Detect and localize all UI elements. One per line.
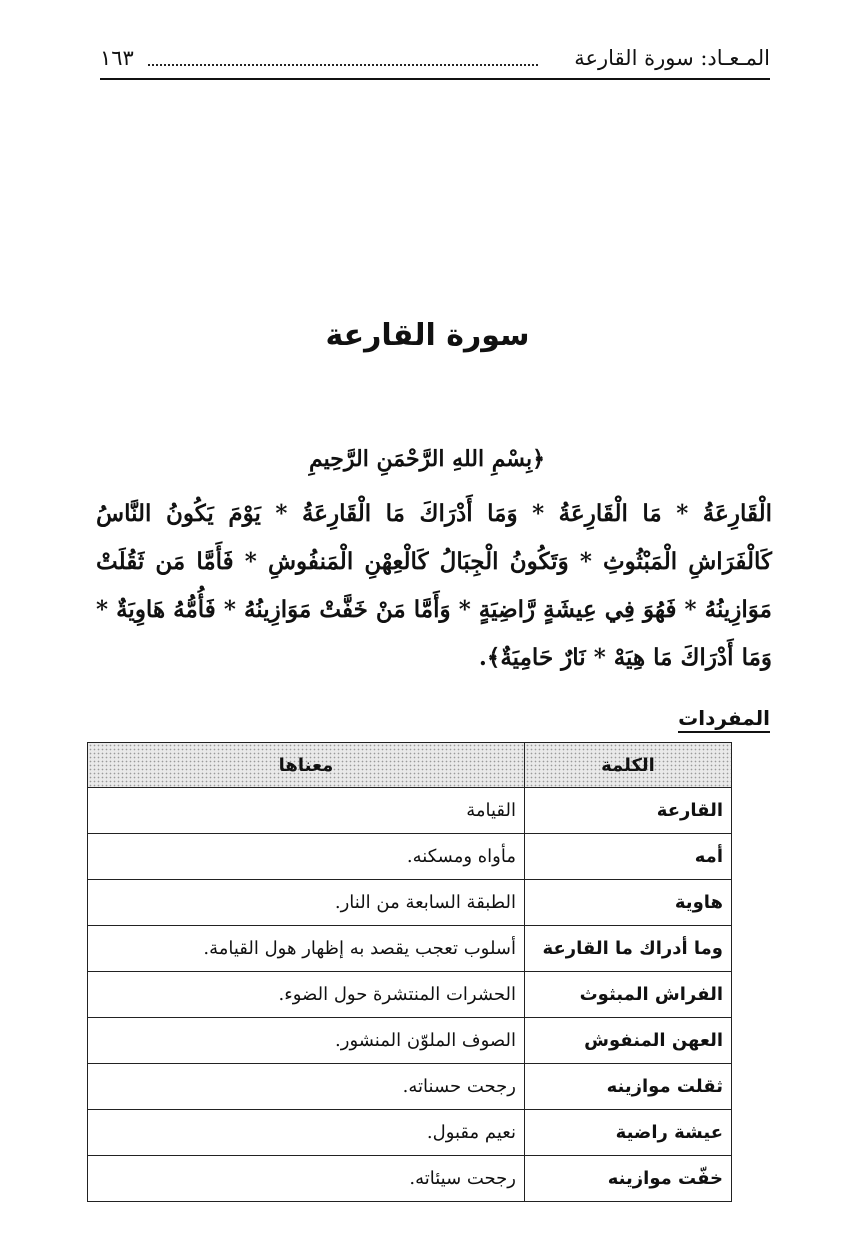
vocab-word: العهن المنفوش <box>525 1018 732 1064</box>
table-row <box>88 1018 732 1064</box>
header-title: المـعـاد: سورة القارعة <box>574 46 770 70</box>
vocab-meaning: الحشرات المنتشرة حول الضوء. <box>88 972 525 1018</box>
vocab-word: هاوية <box>525 880 732 926</box>
vocab-word: القارعة <box>525 788 732 834</box>
table-row <box>88 1156 732 1202</box>
basmala: ﴿بِسْمِ اللهِ الرَّحْمَنِ الرَّحِيمِ <box>308 446 545 472</box>
vocab-word: خفّت موازينه <box>525 1156 732 1202</box>
table-row <box>88 972 732 1018</box>
vocab-word: ثقلت موازينه <box>525 1064 732 1110</box>
surah-verses: الْقَارِعَةُ * مَا الْقَارِعَةُ * وَمَا أَدْرَاكَ مَا الْقَارِعَةُ * يَوْمَ يَكُونُ النَّاسُ كَالْفَرَاشِ الْمَبْثُوثِ * وَتَكُونُ الْجِبَالُ كَالْعِهْنِ الْمَنفُوشِ * فَأَمَّا مَن ثَقُلَتْ مَوَازِينُهُ * فَهُوَ فِي عِيشَةٍ رَّاضِيَةٍ * وَأَمَّا مَنْ خَفَّتْ مَوَازِينُهُ * فَأُمُّهُ هَاوِيَةٌ * وَمَا أَدْرَاكَ مَا هِيَهْ * نَارٌ حَامِيَةٌ﴾. <box>96 500 772 671</box>
vocab-word: أمه <box>525 834 732 880</box>
vocab-word: الفراش المبثوث <box>525 972 732 1018</box>
vocab-meaning: مأواه ومسكنه. <box>88 834 525 880</box>
vocab-meaning: رجحت سيئاته. <box>88 1156 525 1202</box>
table-row <box>88 1110 732 1156</box>
vocab-meaning: رجحت حسناته. <box>88 1064 525 1110</box>
header-dot-leader <box>148 64 538 66</box>
vocab-meaning: نعيم مقبول. <box>88 1110 525 1156</box>
vocab-meaning: أسلوب تعجب يقصد به إظهار هول القيامة. <box>88 926 525 972</box>
table-row <box>88 834 732 880</box>
table-row <box>88 788 732 834</box>
column-header-meaning: معناها <box>88 743 525 788</box>
running-header <box>100 40 770 80</box>
vocab-word: وما أدراك ما القارعة <box>525 926 732 972</box>
surah-title: سورة القارعة <box>325 318 530 353</box>
vocabulary-heading: المفردات <box>678 706 770 733</box>
vocabulary-table <box>87 742 732 1202</box>
table-row <box>88 926 732 972</box>
table-row <box>88 880 732 926</box>
vocab-meaning: الطبقة السابعة من النار. <box>88 880 525 926</box>
vocab-word: عيشة راضية <box>525 1110 732 1156</box>
vocabulary-header-row <box>88 743 732 788</box>
vocab-meaning: الصوف الملوّن المنشور. <box>88 1018 525 1064</box>
page-number: ١٦٣ <box>100 46 134 70</box>
column-header-word: الكلمة <box>525 743 732 788</box>
table-row <box>88 1064 732 1110</box>
vocab-meaning: القيامة <box>88 788 525 834</box>
